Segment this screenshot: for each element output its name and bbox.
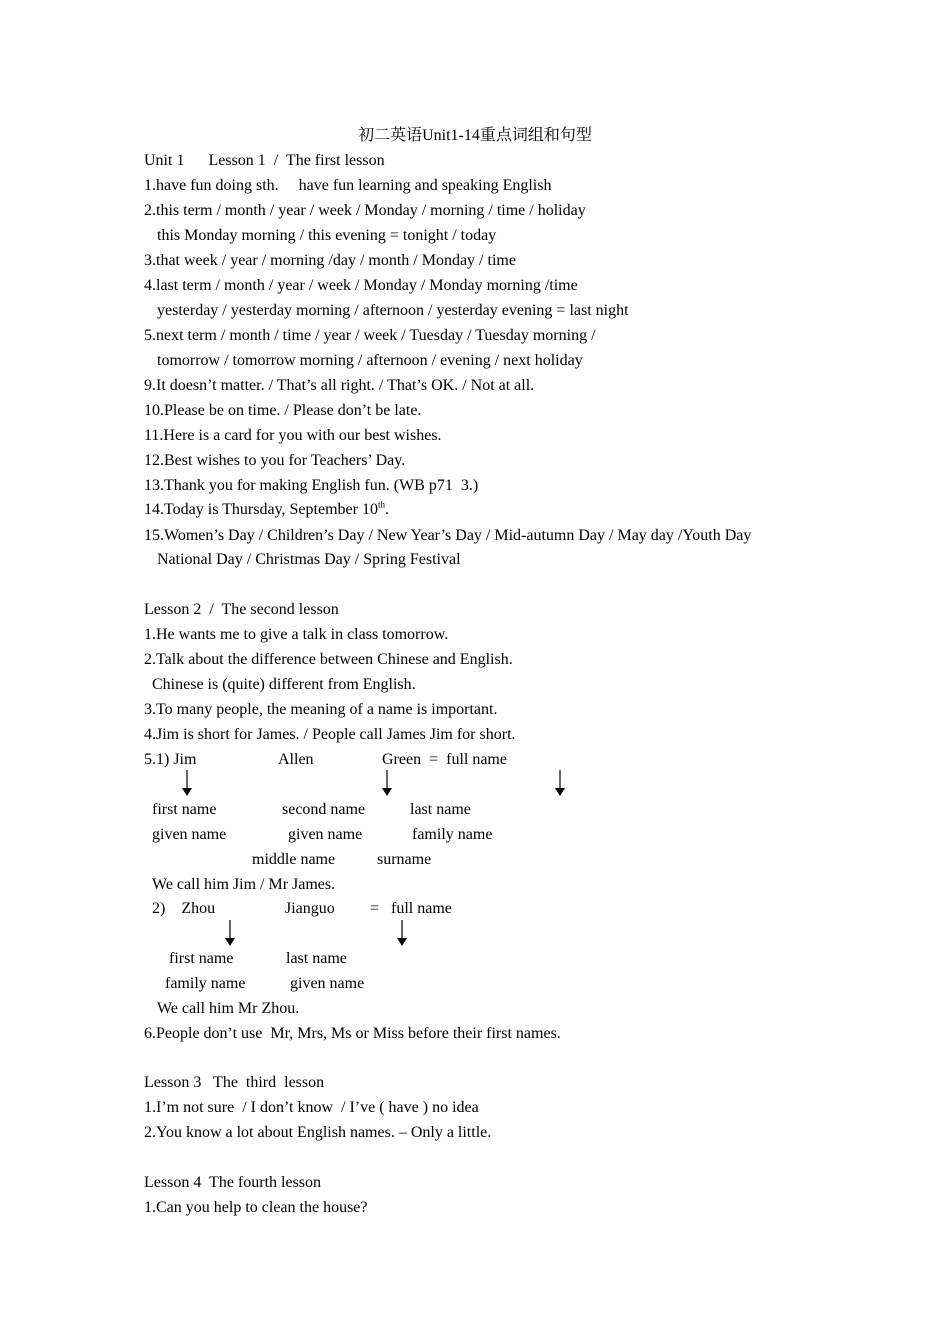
label-first-name: first name bbox=[152, 801, 217, 818]
name-zhou: 2) Zhou bbox=[152, 900, 216, 917]
label-family-name: family name bbox=[165, 975, 246, 992]
lesson1-line-15b: National Day / Christmas Day / Spring Festival bbox=[157, 551, 461, 568]
lesson1-line-1: 1.have fun doing sth. have fun learning and speaking English bbox=[144, 177, 552, 194]
lesson2-heading: Lesson 2 / The second lesson bbox=[144, 601, 339, 618]
ordinal-suffix: th bbox=[377, 499, 385, 510]
lesson2-line-3: 3.To many people, the meaning of a name is important. bbox=[144, 701, 498, 718]
lesson1-line-9: 9.It doesn’t matter. / That’s all right. / That’s OK. / Not at all. bbox=[144, 377, 535, 394]
label-middle-name: middle name bbox=[252, 851, 336, 868]
lesson1-line-5: 5.next term / month / time / year / week / Tuesday / Tuesday morning / bbox=[144, 327, 596, 344]
lesson3-heading: Lesson 3 The third lesson bbox=[144, 1074, 325, 1091]
name-allen: Allen bbox=[278, 751, 314, 768]
label-given-name: given name bbox=[152, 826, 227, 843]
name-jim: 5.1) Jim bbox=[144, 751, 197, 768]
label-last-name: last name bbox=[410, 801, 471, 818]
down-arrow-icon bbox=[396, 920, 408, 947]
lesson1-line-3: 3.that week / year / morning /day / month / Monday / time bbox=[144, 252, 516, 269]
label-family-name: family name bbox=[412, 826, 493, 843]
lesson2-line-2: 2.Talk about the difference between Chinese and English. bbox=[144, 651, 513, 668]
lesson2-line-2b: Chinese is (quite) different from English. bbox=[152, 676, 416, 693]
lesson1-line-10: 10.Please be on time. / Please don’t be late. bbox=[144, 402, 422, 419]
label-given-name: given name bbox=[290, 975, 365, 992]
lesson1-line-2b: this Monday morning / this evening = tonight / today bbox=[157, 227, 497, 244]
lesson1-line-4b: yesterday / yesterday morning / afternoon / yesterday evening = last night bbox=[157, 302, 629, 319]
call-jim-line: We call him Jim / Mr James. bbox=[152, 876, 336, 893]
name-zhou-full-name: = full name bbox=[370, 900, 452, 917]
lesson1-line-15: 15.Women’s Day / Children’s Day / New Year’s Day / Mid-autumn Day / May day /Youth Day bbox=[144, 527, 752, 544]
label-first-name: first name bbox=[169, 950, 234, 967]
lesson1-line-4: 4.last term / month / year / week / Monday / Monday morning /time bbox=[144, 277, 578, 294]
down-arrow-icon bbox=[554, 770, 566, 797]
down-arrow-icon bbox=[381, 770, 393, 797]
lesson3-line-1: 1.I’m not sure / I don’t know / I’ve ( have ) no idea bbox=[144, 1099, 479, 1116]
name-green-full-name: Green = full name bbox=[382, 751, 507, 768]
lesson1-line-12: 12.Best wishes to you for Teachers’ Day. bbox=[144, 452, 406, 469]
lesson1-line-11: 11.Here is a card for you with our best wishes. bbox=[144, 427, 442, 444]
lesson4-line-1: 1.Can you help to clean the house? bbox=[144, 1199, 368, 1216]
lesson2-line-4: 4.Jim is short for James. / People call James Jim for short. bbox=[144, 726, 516, 743]
lesson1-line-14: 14.Today is Thursday, September 10th. bbox=[144, 499, 389, 518]
down-arrow-icon bbox=[181, 770, 193, 797]
lesson1-line-13: 13.Thank you for making English fun. (WB p71 3.) bbox=[144, 477, 479, 494]
lesson1-line-5b: tomorrow / tomorrow morning / afternoon / evening / next holiday bbox=[157, 352, 583, 369]
lesson4-heading: Lesson 4 The fourth lesson bbox=[144, 1174, 322, 1191]
label-given-name: given name bbox=[288, 826, 363, 843]
label-second-name: second name bbox=[282, 801, 366, 818]
call-zhou-line: We call him Mr Zhou. bbox=[157, 1000, 300, 1017]
label-surname: surname bbox=[377, 851, 432, 868]
lesson2-line-1: 1.He wants me to give a talk in class tomorrow. bbox=[144, 626, 449, 643]
name-jianguo: Jianguo bbox=[285, 900, 335, 917]
lesson3-line-2: 2.You know a lot about English names. – Only a little. bbox=[144, 1124, 492, 1141]
lesson2-line-6: 6.People don’t use Mr, Mrs, Ms or Miss before their first names. bbox=[144, 1025, 561, 1042]
label-last-name: last name bbox=[286, 950, 347, 967]
down-arrow-icon bbox=[224, 920, 236, 947]
page-title: 初二英语Unit1-14重点词组和句型 bbox=[358, 127, 592, 144]
lesson1-line-2: 2.this term / month / year / week / Monday / morning / time / holiday bbox=[144, 202, 586, 219]
lesson1-heading: Unit 1 Lesson 1 / The first lesson bbox=[144, 152, 385, 169]
